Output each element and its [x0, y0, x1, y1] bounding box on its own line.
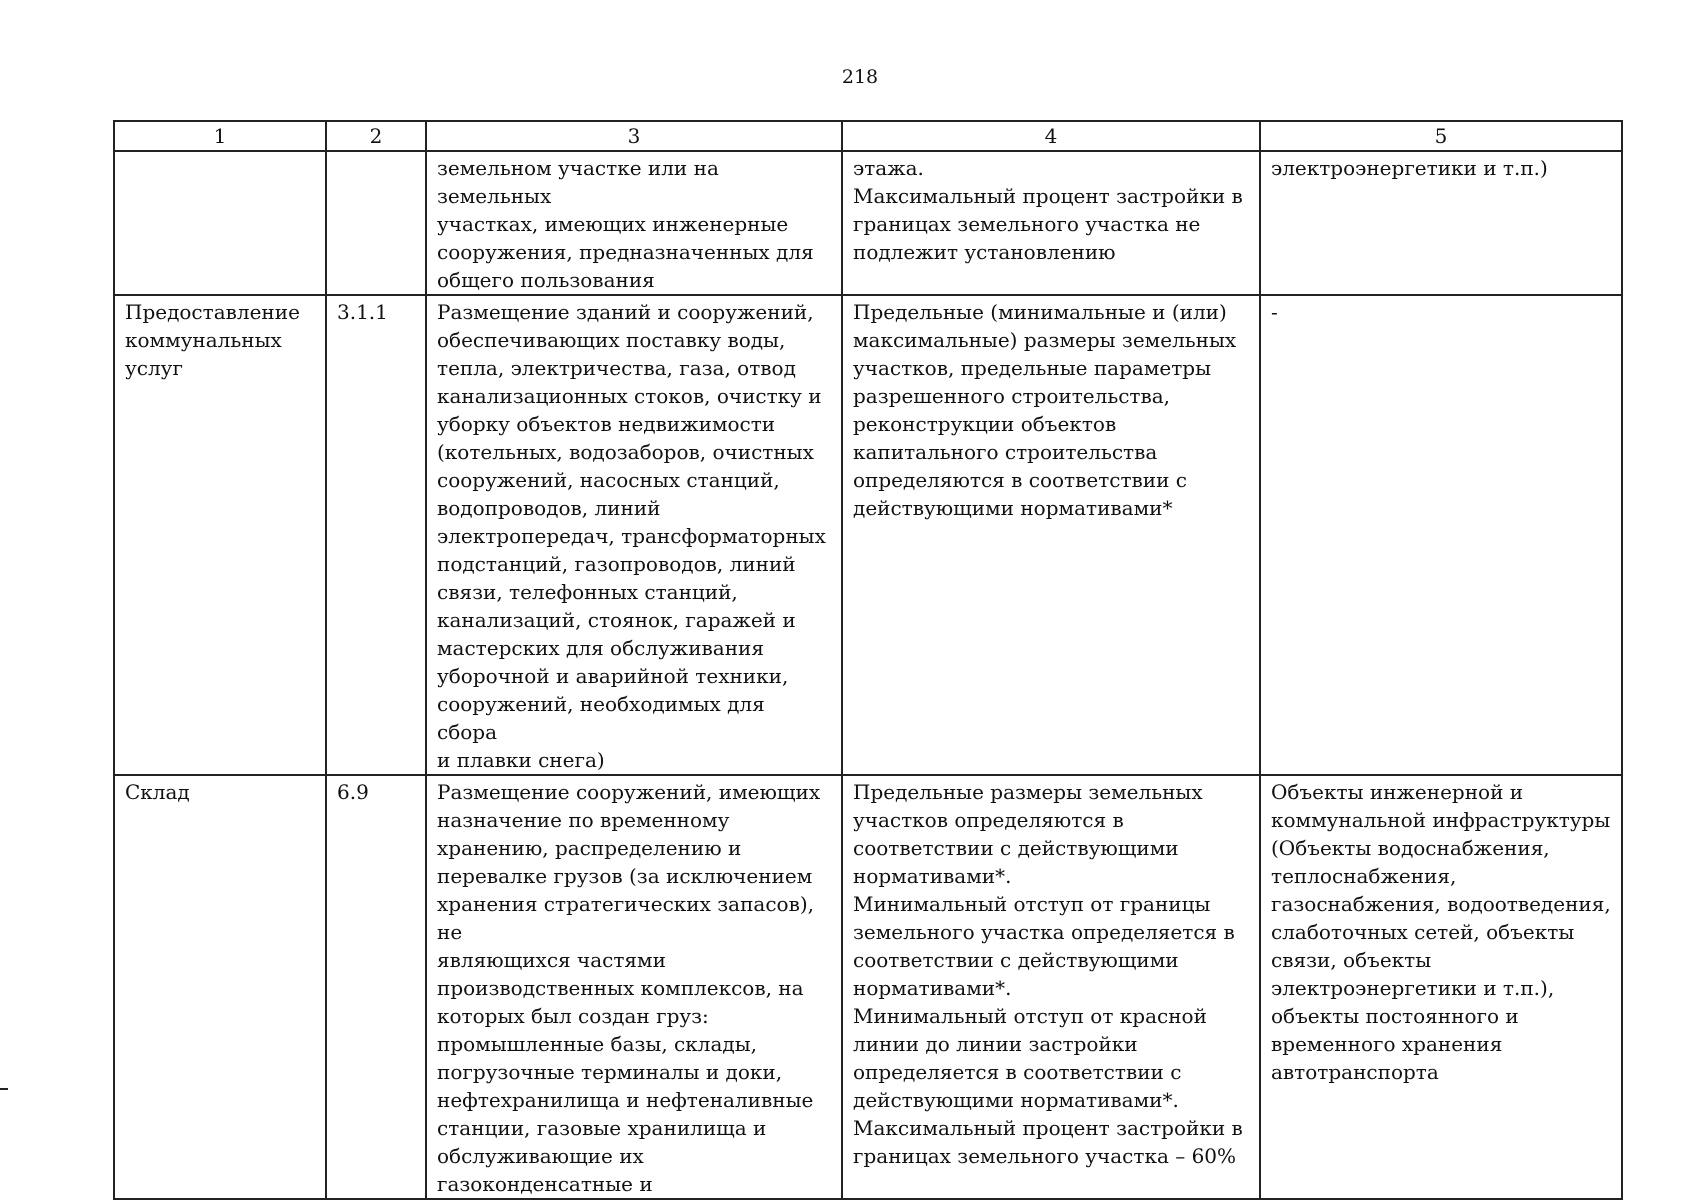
- cell-auxiliary-uses: Объекты инженерной и коммунальной инфраструктуры (Объекты водоснабжения, теплоснабжения, газоснабжения, водоотведения, слаботочных сетей, объекты связи, объекты электроэнергетики и т.п.), объекты постоянного и временного хранения автотранспорта: [1260, 775, 1622, 1199]
- page-number: 218: [841, 66, 879, 88]
- column-header-3: 3: [426, 121, 842, 151]
- cell-use-name: [114, 151, 326, 295]
- cell-description: Размещение зданий и сооружений, обеспечивающих поставку воды, тепла, электричества, газа, отвод канализационных стоков, очистку и уборку объектов недвижимости (котельных, водозаборов, очистных сооружений, насосных станций, водопроводов, линий электропередач, трансформаторных подстанций, газопроводов, линий связи, телефонных станций, канализаций, стоянок, гаражей и мастерских для обслуживания уборочной и аварийной техники, сооружений, необходимых для сбора и плавки снега): [426, 295, 842, 775]
- cell-code: 3.1.1: [326, 295, 426, 775]
- cell-code: [326, 151, 426, 295]
- table-row: [114, 151, 1622, 295]
- cell-parameters: Предельные размеры земельных участков определяются в соответствии с действующими нормативами*. Минимальный отступ от границы земельного участка определяется в соответствии с действующими нормативами*. Минимальный отступ от красной линии до линии застройки определяется в соответствии с действующими нормативами*. Максимальный процент застройки в границах земельного участка – 60%: [842, 775, 1260, 1199]
- cell-auxiliary-uses: -: [1260, 295, 1622, 775]
- column-header-5: 5: [1260, 121, 1622, 151]
- table-row: [114, 295, 1622, 775]
- cell-code: 6.9: [326, 775, 426, 1199]
- regulations-table: [113, 120, 1623, 1200]
- column-header-1: 1: [114, 121, 326, 151]
- cell-parameters: Предельные (минимальные и (или) максимальные) размеры земельных участков, предельные параметры разрешенного строительства, реконструкции объектов капитального строительства определяются в соответствии с действующими нормативами*: [842, 295, 1260, 775]
- cell-auxiliary-uses: электроэнергетики и т.п.): [1260, 151, 1622, 295]
- column-header-4: 4: [842, 121, 1260, 151]
- margin-mark: [0, 1088, 8, 1090]
- table-row: [114, 775, 1622, 1199]
- cell-parameters: этажа. Максимальный процент застройки в границах земельного участка не подлежит установлению: [842, 151, 1260, 295]
- table-header-row: [114, 121, 1622, 151]
- cell-use-name: Склад: [114, 775, 326, 1199]
- cell-description: земельном участке или на земельных участках, имеющих инженерные сооружения, предназначенных для общего пользования: [426, 151, 842, 295]
- cell-description: Размещение сооружений, имеющих назначение по временному хранению, распределению и перевалке грузов (за исключением хранения стратегических запасов), не являющихся частями производственных комплексов, на которых был создан груз: промышленные базы, склады, погрузочные терминалы и доки, нефтехранилища и нефтеналивные станции, газовые хранилища и обслуживающие их газоконденсатные и: [426, 775, 842, 1199]
- cell-use-name: Предоставление коммунальных услуг: [114, 295, 326, 775]
- column-header-2: 2: [326, 121, 426, 151]
